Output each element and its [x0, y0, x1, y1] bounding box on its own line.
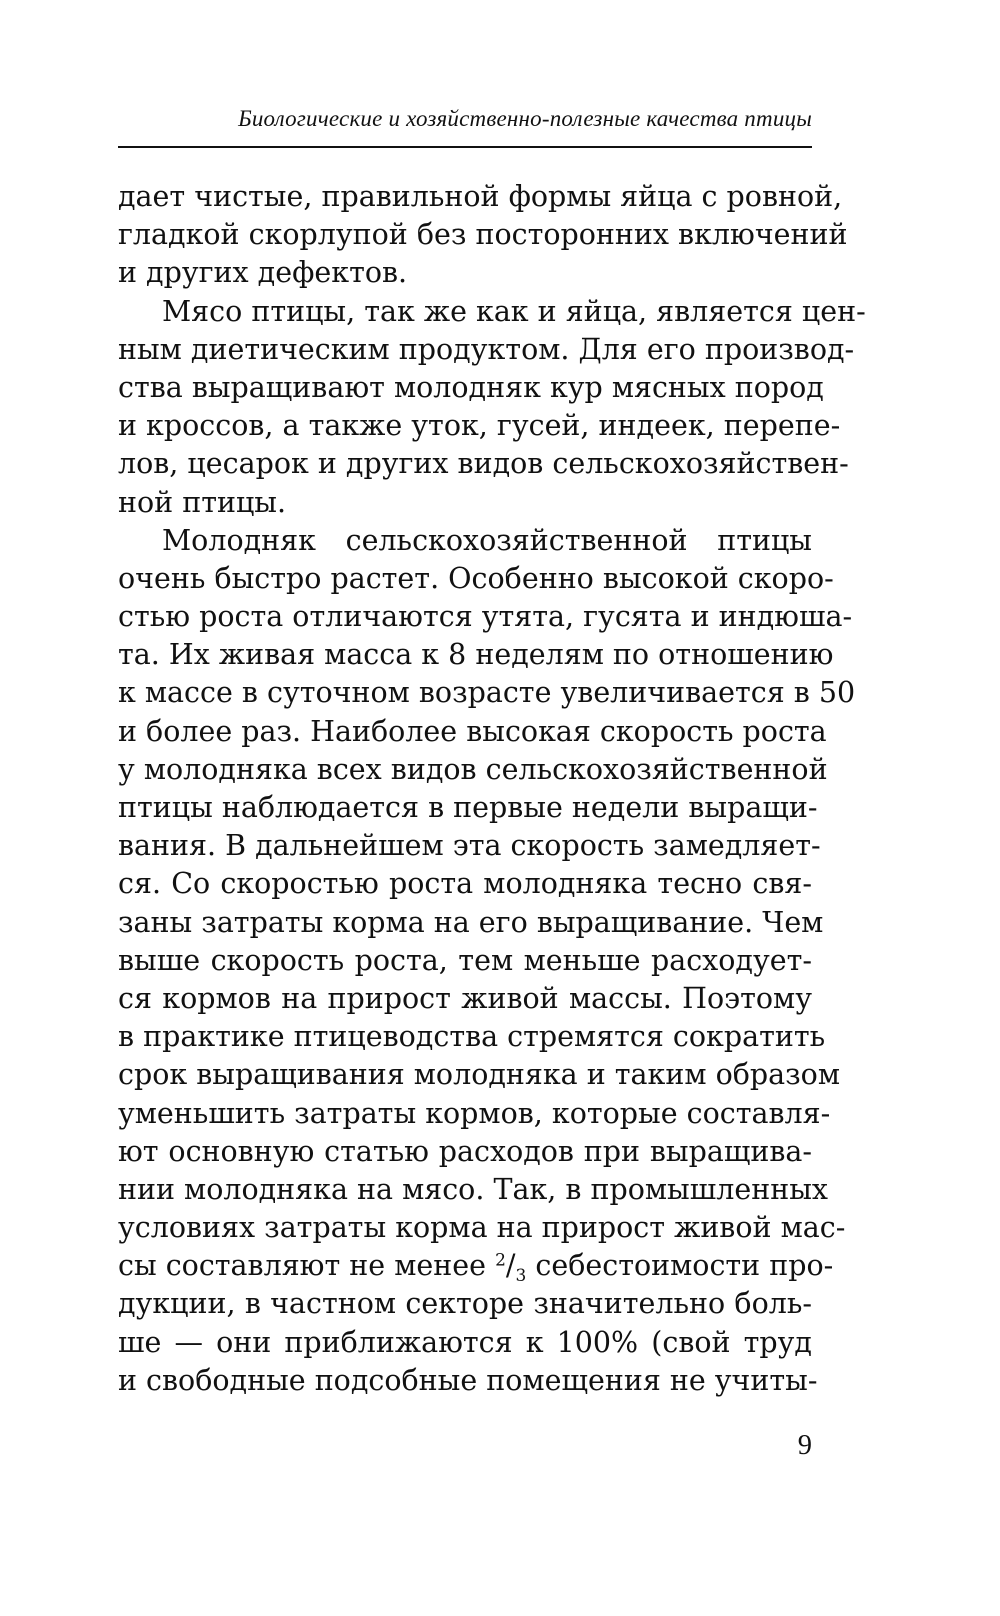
text-line: гладкой скорлупой без посторонних включений	[118, 218, 848, 252]
text-line: ства выращивают молодняк кур мясных пород	[118, 370, 824, 404]
text-line: птицы наблюдается в первые недели выращи-	[118, 791, 818, 824]
fraction-denominator: 3	[515, 1266, 527, 1287]
paragraph-first-line: Молодняк сельскохозяйственной птицы	[162, 523, 812, 557]
text-line: очень быстро растет. Особенно высокой скоро-	[118, 561, 834, 595]
text-line: выше скорость роста, тем меньше расходует-	[118, 943, 812, 977]
text-line: ют основную статью расходов при выращива-	[118, 1134, 812, 1168]
text-line: лов, цесарок и других видов сельскохозяйствен-	[118, 447, 849, 481]
text-line: условиях затраты корма на прирост живой мас-	[118, 1211, 846, 1245]
fraction-numerator: 2	[495, 1250, 506, 1271]
text-line: срок выращивания молодняка и таким образом	[118, 1058, 841, 1092]
fraction-slash: /	[505, 1249, 516, 1283]
header-rule	[118, 146, 812, 148]
running-header: Биологические и хозяйственно-полезные качества птицы	[238, 106, 812, 131]
text-line: и свободные подсобные помещения не учиты-	[118, 1363, 818, 1397]
text-line: к массе в суточном возрасте увеличивается в 50	[118, 676, 856, 710]
page-number: 9	[797, 1430, 812, 1461]
text-line: ным диетическим продуктом. Для его производ-	[118, 332, 855, 366]
text-line: ся. Со скоростью роста молодняка тесно свя-	[118, 867, 812, 901]
text-line: вания. В дальнейшем эта скорость замедляет-	[118, 829, 821, 863]
fraction-text-line	[118, 1247, 834, 1287]
text-line: ся кормов на прирост живой массы. Поэтому	[118, 981, 812, 1015]
text-line: у молодняка всех видов сельскохозяйственной	[118, 752, 828, 786]
fraction-line-before: сы составляют не менее	[118, 1249, 496, 1283]
fraction-line-after: себестоимости про-	[526, 1249, 834, 1283]
text-line: заны затраты корма на его выращивание. Чем	[118, 905, 824, 939]
text-line: ной птицы.	[118, 485, 287, 519]
paragraph-first-line: Мясо птицы, так же как и яйца, является цен-	[162, 294, 866, 328]
text-line: ше — они приближаются к 100% (свой труд	[118, 1325, 812, 1359]
body-text	[118, 178, 866, 1400]
text-line: и кроссов, а также уток, гусей, индеек, перепе-	[118, 409, 841, 443]
text-line: в практике птицеводства стремятся сократить	[118, 1020, 826, 1054]
text-line: дукции, в частном секторе значительно боль-	[118, 1287, 812, 1321]
text-line: и других дефектов.	[118, 256, 408, 290]
text-line: та. Их живая масса к 8 неделям по отношению	[118, 638, 834, 672]
text-line: уменьшить затраты кормов, которые составля-	[118, 1096, 831, 1130]
text-line: нии молодняка на мясо. Так, в промышленных	[118, 1172, 828, 1206]
text-line: дает чистые, правильной формы яйца с ровной,	[118, 180, 843, 213]
text-line: и более раз. Наиболее высокая скорость роста	[118, 714, 827, 748]
text-line: стью роста отличаются утята, гусята и индюша-	[118, 600, 853, 634]
